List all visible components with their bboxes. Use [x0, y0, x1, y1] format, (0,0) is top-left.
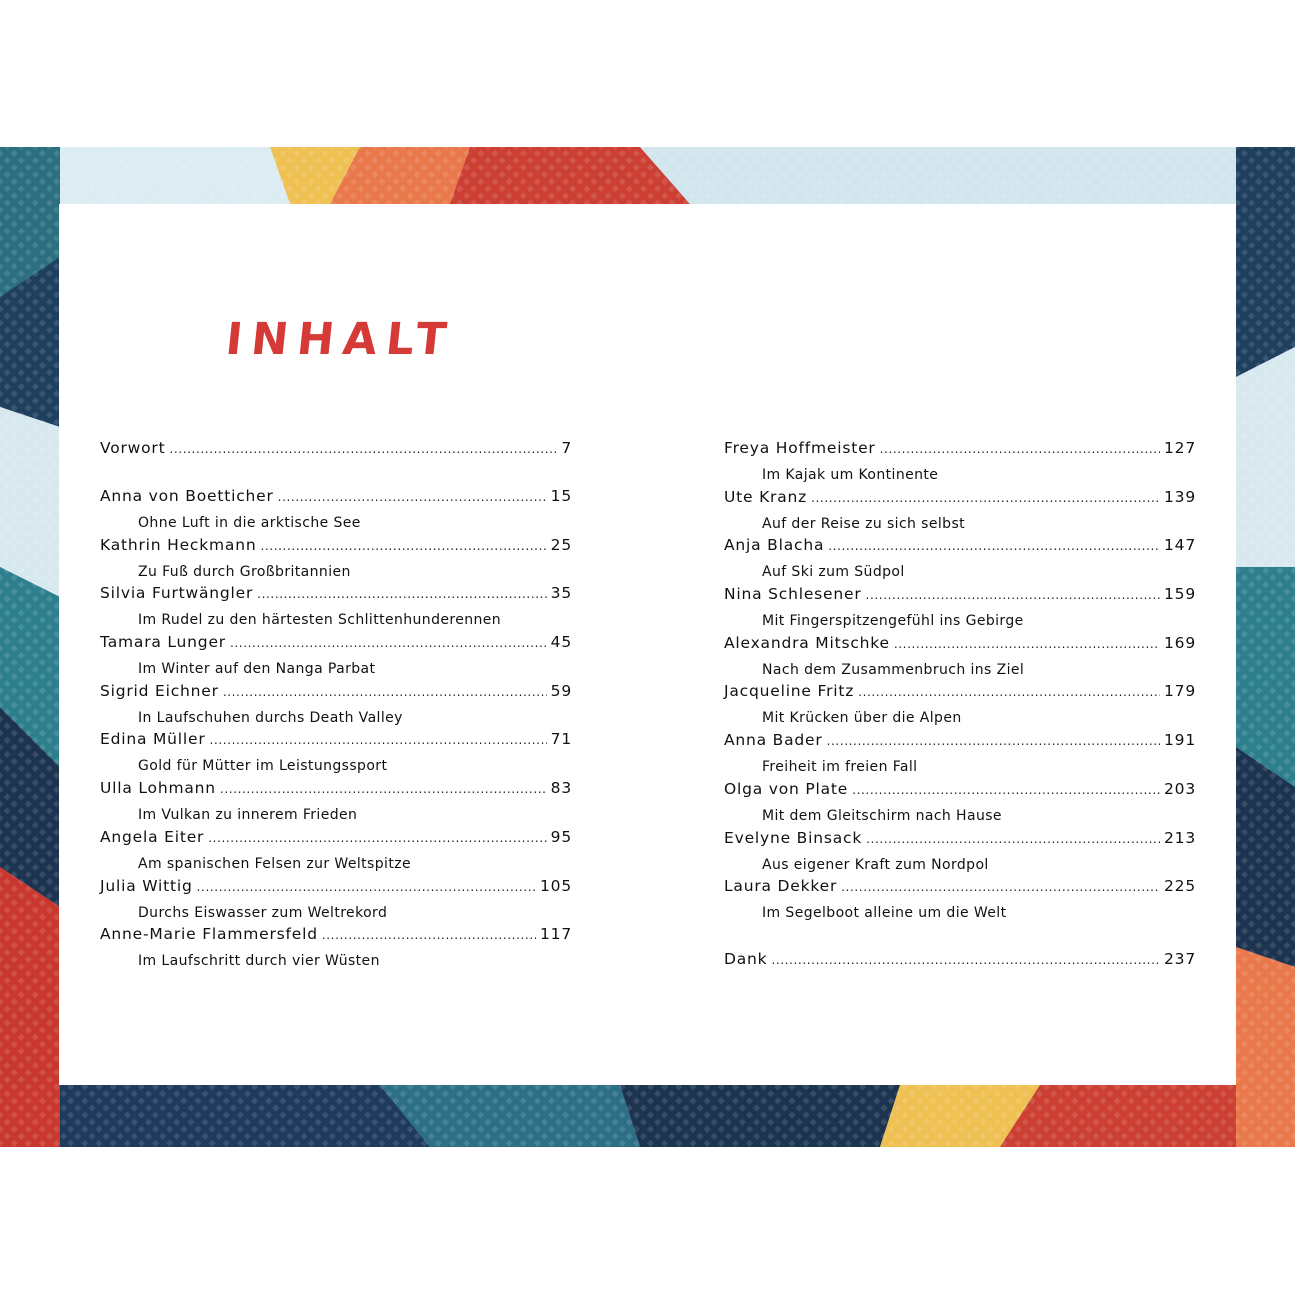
toc-entry-row: [100, 682, 572, 706]
toc-entry-row: [100, 487, 572, 511]
dot-leader: [257, 587, 547, 601]
toc-page-number: 83: [550, 779, 572, 798]
toc-page-number: 139: [1164, 487, 1196, 506]
toc-entry-row: [724, 780, 1196, 804]
dot-leader: [197, 880, 536, 894]
toc-entry-row: [724, 585, 1196, 609]
toc-entry-name: Anna Bader: [724, 731, 823, 750]
dot-leader: [169, 442, 557, 456]
toc-entry-subtitle: Ohne Luft in die arktische See: [138, 515, 361, 531]
toc-entry-name: Angela Eiter: [100, 827, 205, 846]
toc-entry-subtitle: Aus eigener Kraft zum Nordpol: [762, 856, 989, 873]
toc-entry-name: Edina Müller: [100, 730, 206, 749]
toc-entry-name: Silvia Furtwängler: [100, 584, 254, 603]
dot-leader: [322, 928, 536, 942]
toc-entry: [100, 682, 572, 731]
dot-leader: [866, 588, 1160, 602]
toc-entry-subtitle: Auf Ski zum Südpol: [762, 564, 905, 581]
toc-entry-subtitle: Mit Fingerspitzengefühl ins Gebirge: [762, 613, 1024, 630]
dot-leader: [771, 953, 1160, 967]
toc-entry-name: Evelyne Binsack: [724, 828, 863, 847]
toc-entry-name: Ute Kranz: [724, 487, 808, 506]
toc-entry-row: [100, 925, 572, 949]
toc-page-number: 25: [550, 535, 572, 554]
toc-entry-row: [100, 828, 572, 852]
toc-entry-name: Alexandra Mitschke: [724, 633, 890, 652]
toc-spacer: [724, 926, 1196, 950]
dot-leader: [828, 539, 1160, 553]
toc-entry-row: [724, 634, 1196, 658]
toc-column-right: [724, 439, 1196, 974]
toc-page-number: 169: [1164, 633, 1196, 652]
toc-entry-subtitle: Im Vulkan zu innerem Frieden: [138, 807, 358, 824]
toc-entry-subtitle: Durchs Eiswasser zum Weltrekord: [138, 904, 388, 921]
toc-entry: [100, 487, 572, 536]
dot-leader: [220, 782, 547, 796]
toc-entry-name: Anna von Boetticher: [100, 487, 274, 505]
toc-page-number: 95: [550, 827, 572, 846]
toc-page-number: 45: [550, 633, 572, 652]
toc-entry-row: [724, 536, 1196, 560]
toc-entry-row: [100, 730, 572, 754]
dot-leader: [210, 733, 547, 747]
dot-leader: [827, 734, 1160, 748]
toc-entry-name: Jacqueline Fritz: [724, 682, 855, 701]
toc-entry-name: Anja Blacha: [724, 536, 825, 555]
toc-entry-row: [724, 731, 1196, 755]
toc-entry: [724, 682, 1196, 731]
toc-entry-row: [724, 439, 1196, 463]
toc-entry-subtitle: Zu Fuß durch Großbritannien: [138, 563, 351, 580]
toc-entry: [100, 439, 572, 463]
toc-entry-subtitle: Nach dem Zusammenbruch ins Ziel: [762, 661, 1025, 678]
toc-page-number: 71: [550, 730, 572, 749]
toc-entry-subtitle: Gold für Mütter im Leistungssport: [138, 758, 388, 775]
toc-entry: [724, 634, 1196, 683]
toc-page-number: 191: [1164, 731, 1196, 750]
dot-leader: [866, 832, 1160, 846]
toc-entry: [100, 730, 572, 779]
toc-entry-name: Tamara Lunger: [100, 633, 226, 652]
dot-leader: [894, 637, 1160, 651]
toc-entry-row: [100, 633, 572, 657]
toc-page-number: 105: [540, 876, 572, 895]
dot-leader: [858, 685, 1160, 699]
toc-entry: [724, 439, 1196, 488]
toc-entry-subtitle: In Laufschuhen durchs Death Valley: [138, 709, 403, 726]
toc-entry: [724, 829, 1196, 878]
dot-leader: [230, 636, 547, 650]
toc-entry-subtitle: Auf der Reise zu sich selbst: [762, 515, 966, 532]
toc-entry-row: [100, 779, 572, 803]
dot-leader: [852, 783, 1160, 797]
dot-leader: [841, 880, 1160, 894]
toc-entry-name: Freya Hoffmeister: [724, 439, 876, 457]
toc-entry-name: Ulla Lohmann: [100, 779, 216, 798]
toc-entry: [100, 779, 572, 828]
toc-entry-row: [724, 829, 1196, 853]
dot-leader: [278, 490, 547, 504]
toc-entry-subtitle: Im Rudel zu den härtesten Schlittenhunderennen: [138, 612, 502, 629]
dot-leader: [223, 685, 547, 699]
toc-entry-subtitle: Mit dem Gleitschirm nach Hause: [762, 807, 1002, 824]
toc-entry: [100, 925, 572, 974]
toc-page-number: 127: [1164, 439, 1196, 457]
toc-entry-name: Nina Schlesener: [724, 585, 862, 604]
toc-entry: [724, 950, 1196, 974]
toc-entry: [724, 488, 1196, 537]
dot-leader: [208, 831, 546, 845]
toc-page-number: 237: [1164, 949, 1196, 968]
toc-page-number: 179: [1164, 682, 1196, 701]
dot-leader: [260, 539, 546, 553]
toc-entry-subtitle: Im Segelboot alleine um die Welt: [762, 905, 1007, 922]
toc-entry-name: Olga von Plate: [724, 779, 849, 798]
toc-page-number: 203: [1164, 779, 1196, 798]
toc-entry-subtitle: Freiheit im freien Fall: [762, 759, 918, 776]
page-title: INHALT: [223, 314, 458, 365]
toc-page-number: 117: [540, 925, 572, 944]
toc-entry-subtitle: Im Laufschritt durch vier Wüsten: [138, 953, 380, 970]
toc-entry: [724, 877, 1196, 926]
toc-entry-name: Vorwort: [100, 439, 166, 457]
toc-page-number: 225: [1164, 877, 1196, 896]
toc-entry: [724, 731, 1196, 780]
toc-entry: [100, 633, 572, 682]
toc-entry-row: [100, 439, 572, 463]
toc-entry-row: [724, 682, 1196, 706]
toc-entry-name: Laura Dekker: [724, 877, 838, 896]
toc-entry: [100, 828, 572, 877]
toc-entry-row: [724, 950, 1196, 974]
toc-entry: [100, 584, 572, 633]
toc-page-number: 159: [1164, 585, 1196, 604]
toc-entry-name: Dank: [724, 949, 768, 968]
toc-entry-row: [724, 877, 1196, 901]
toc-entry-name: Anne-Marie Flammersfeld: [100, 925, 318, 944]
toc-page-number: 15: [550, 487, 572, 505]
toc-entry: [724, 585, 1196, 634]
toc-entry-row: [100, 536, 572, 560]
dot-leader: [811, 491, 1160, 505]
toc-entry: [100, 536, 572, 585]
toc-entry: [724, 780, 1196, 829]
toc-page-number: 59: [550, 681, 572, 700]
toc-spacer: [100, 463, 572, 487]
toc-entry-subtitle: Im Kajak um Kontinente: [762, 467, 939, 483]
toc-entry-name: Kathrin Heckmann: [100, 535, 257, 554]
toc-page-number: 7: [561, 439, 572, 457]
toc-entry-name: Julia Wittig: [100, 876, 193, 895]
toc-entry-row: [100, 584, 572, 608]
toc-page-number: 213: [1164, 828, 1196, 847]
toc-entry-subtitle: Mit Krücken über die Alpen: [762, 710, 962, 727]
toc-entry: [100, 877, 572, 926]
toc-entry-subtitle: Am spanischen Felsen zur Weltspitze: [138, 855, 411, 872]
toc-entry-subtitle: Im Winter auf den Nanga Parbat: [138, 661, 376, 678]
toc-page-number: 35: [550, 584, 572, 603]
toc-entry: [724, 536, 1196, 585]
toc-column-left: [100, 439, 572, 974]
toc-entry-row: [100, 877, 572, 901]
dot-leader: [880, 442, 1160, 456]
toc-entry-row: [724, 488, 1196, 512]
toc-entry-name: Sigrid Eichner: [100, 681, 219, 700]
toc-page-number: 147: [1164, 536, 1196, 555]
